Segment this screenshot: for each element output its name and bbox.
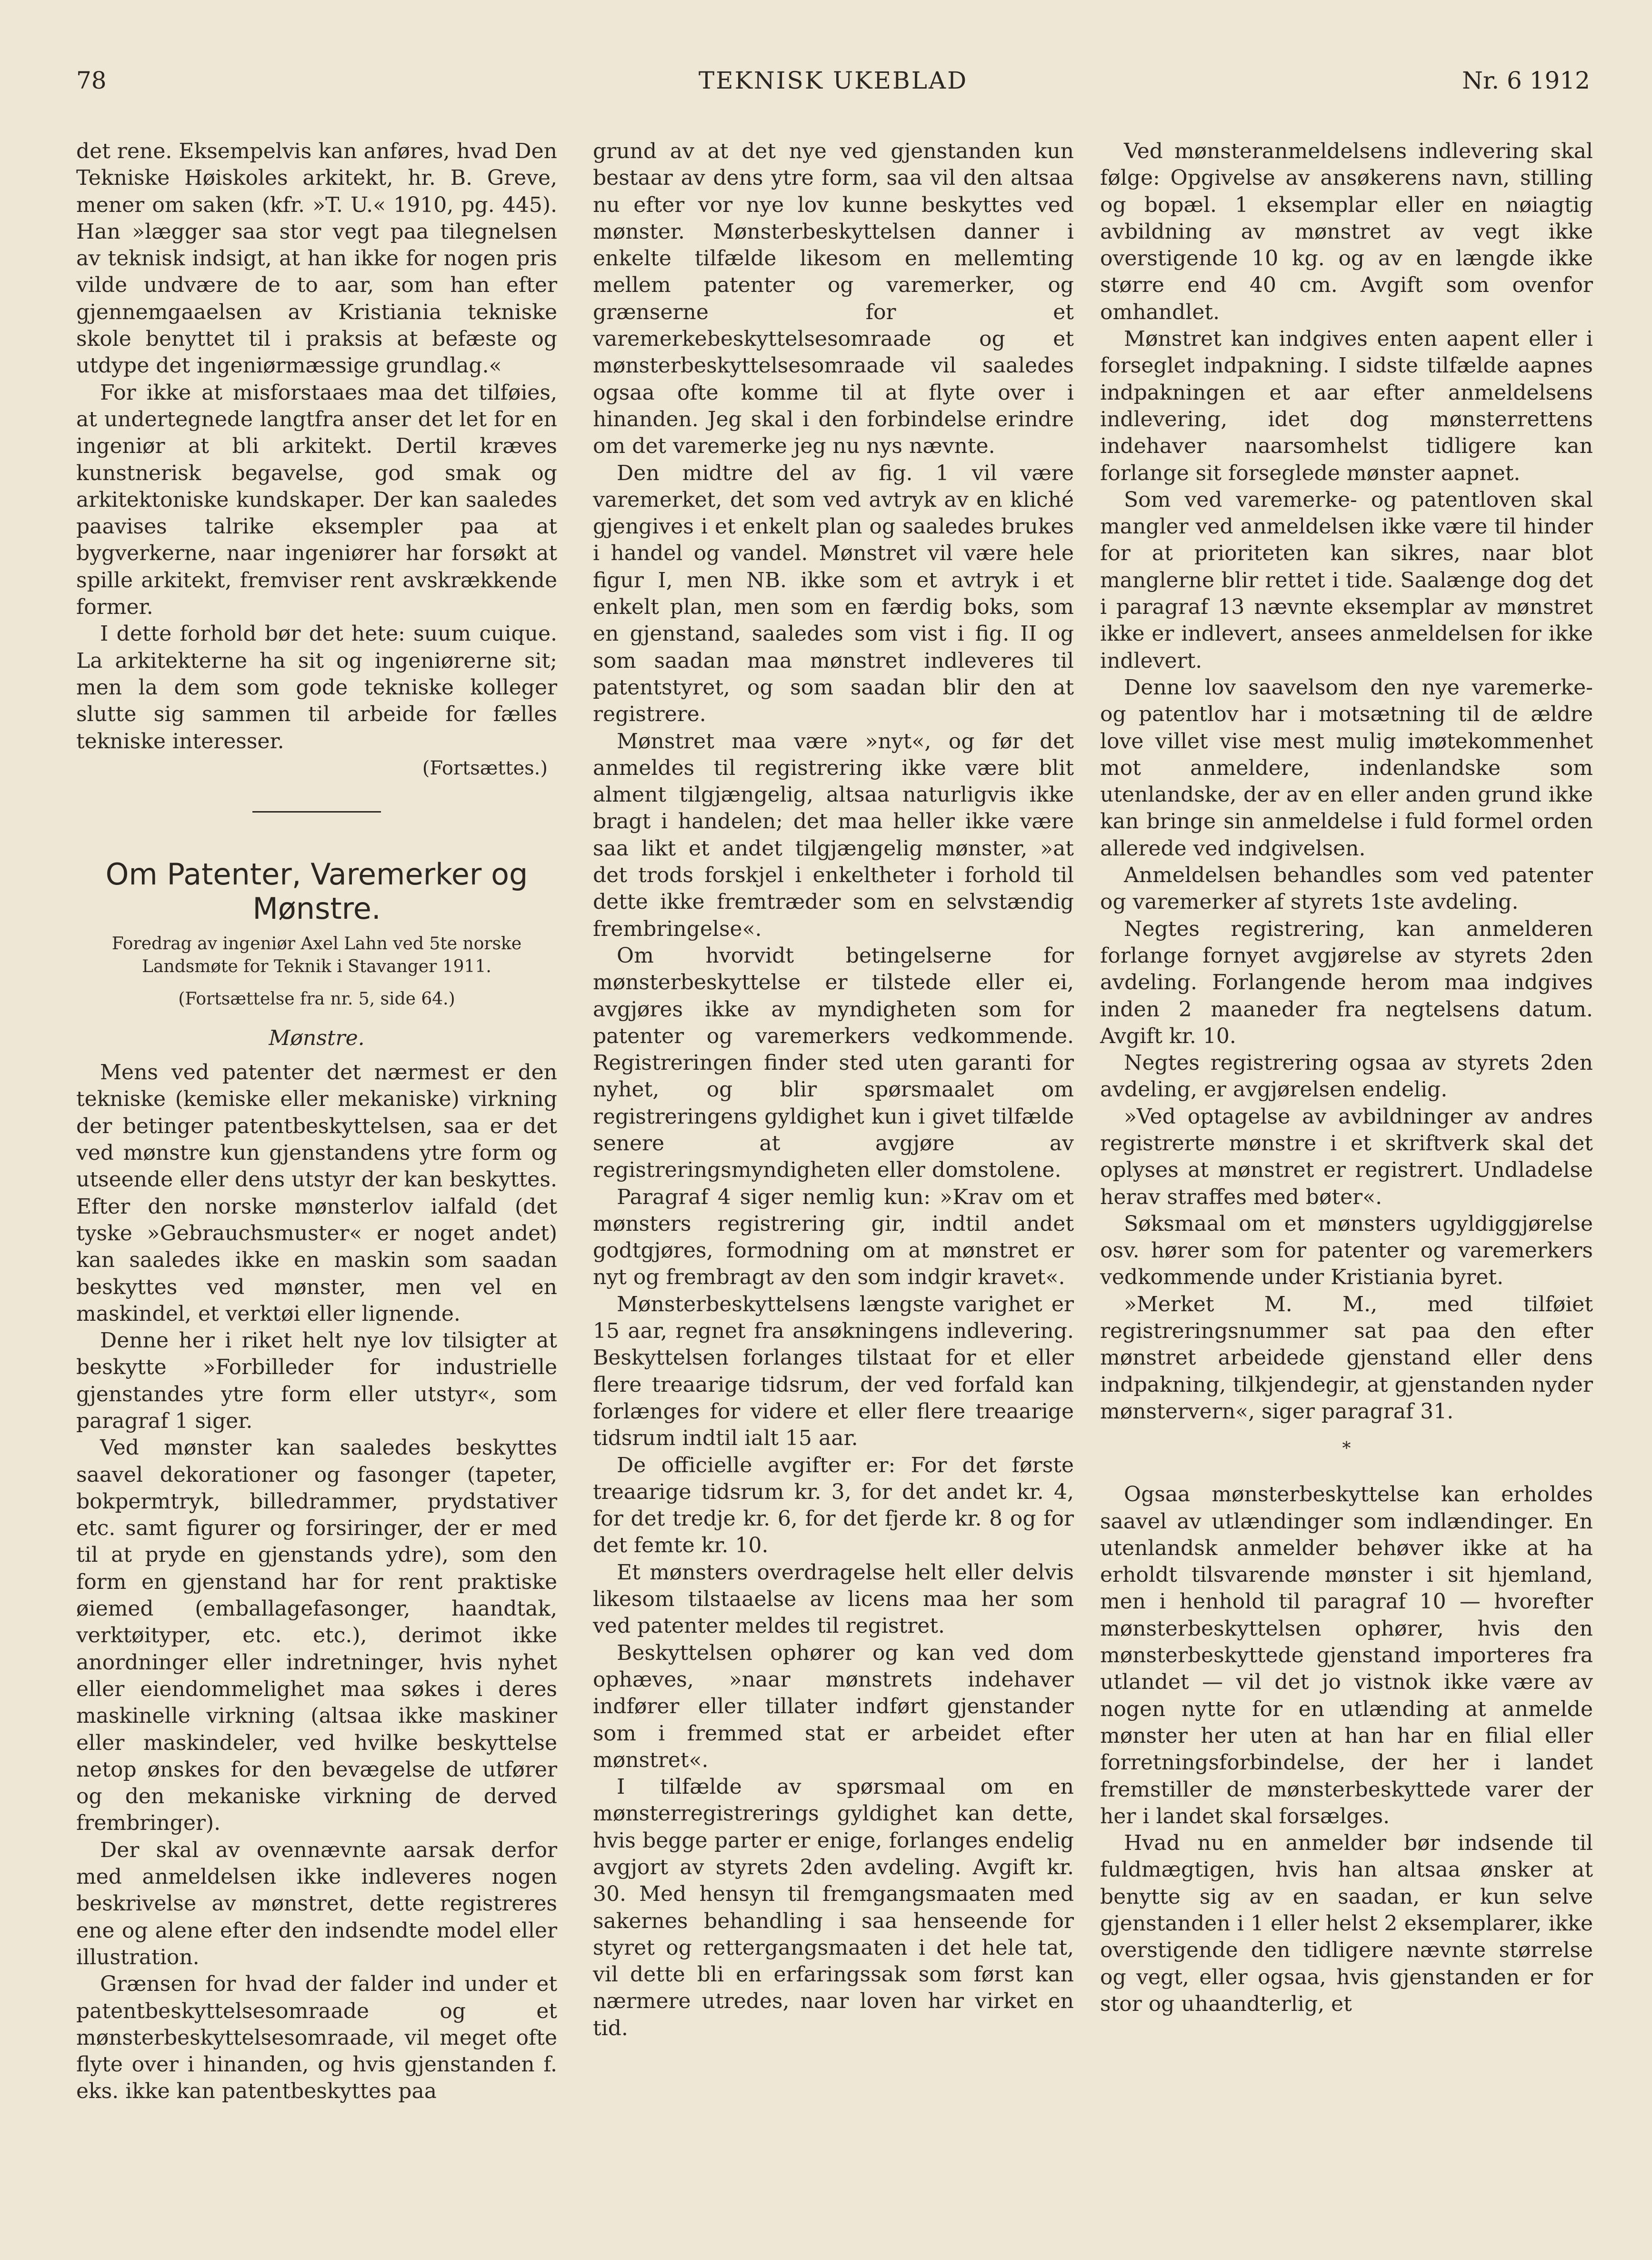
paragraph: Paragraf 4 siger nemlig kun: »Krav om et mønsters registrering gir, indtil andet godtgjøres, formodning om at mønstret er nyt og frembragt av den som indgir kravet«.	[593, 1185, 1074, 1290]
paragraph: Der skal av ovennævnte aarsak derfor med anmeldelsen ikke indleveres nogen beskrivelse av mønstret, dette registreres ene og alene efter den indsendte model eller illustration.	[76, 1838, 557, 1969]
paragraph: Negtes registrering, kan anmelderen forlange fornyet avgjørelse av styrets 2den avdeling. Forlangende herom maa indgives inden 2 maaneder fra negtelsens datum. Avgift kr. 10.	[1100, 916, 1593, 1048]
column-1	[76, 138, 557, 2105]
asterisk-divider: *	[1342, 1439, 1351, 1459]
paragraph: Ved mønsteranmeldelsens indlevering skal følge: Opgivelse av ansøkerens navn, stilling og bopæl. 1 eksemplar eller en nøiagtig avbildning av mønstret av vegt ikke overstigende 10 kg. og av en længde ikke større end 40 cm. Avgift som ovenfor omhandlet.	[1100, 139, 1593, 324]
paragraph: »Ved optagelse av avbildninger av andres registrerte mønstre i et skriftverk skal det oplyses at mønstret er registrert. Undladelse herav straffes med bøter«.	[1100, 1104, 1593, 1209]
continuation-note: (Fortsættelse fra nr. 5, side 64.)	[178, 989, 455, 1009]
paragraph: Denne her i riket helt nye lov tilsigter at beskytte »Forbilleder for industrielle gjenstandes ytre form eller utstyr«, som paragraf 1 siger.	[76, 1328, 557, 1433]
paragraph: »Merket M. M., med tilføiet registreringsnummer sat paa den efter mønstret arbeidede gjenstand eller dens indpakning, tilkjendegir, at gjenstanden nyder mønstervern«, siger paragraf 31.	[1100, 1292, 1593, 1424]
paragraph: Mens ved patenter det nærmest er den tekniske (kemiske eller mekaniske) virkning der betinger patentbeskyttelsen, saa er det ved mønstre kun gjenstandens ytre form og utseende eller dens utstyr der kan beskyttes. Efter den norske mønsterlov ialfald (det tyske »Gebrauchsmuster« er noget andet) kan saaledes ikke en maskin som saadan beskyttes ved mønster, men vel en maskindel, et verktøi eller lignende.	[76, 1060, 557, 1326]
issue-number: Nr. 6 1912	[1462, 67, 1590, 94]
page-number: 78	[76, 67, 107, 94]
article-title: Om Patenter, Varemerker og Mønstre.	[105, 857, 528, 926]
paragraph: I dette forhold bør det hete: suum cuique. La arkitekterne ha sit og ingeniørerne sit; men la dem som gode tekniske kolleger slutte sig sammen til arbeide for fælles tekniske interesser.	[76, 622, 557, 753]
paragraph: Ogsaa mønsterbeskyttelse kan erholdes saavel av utlændinger som indlændinger. En utenlandsk anmelder behøver ikke at ha erholdt tilsvarende mønster i sit hjemland, men i henhold til paragraf 10 — hvorefter mønsterbeskyttelsen ophører, hvis den mønsterbeskyttede gjenstand importeres fra utlandet — vil det jo vistnok ikke være av nogen nytte for en utlænding at anmelde mønster her uten at han har en filial eller forretningsforbindelse, der her i landet fremstiller de mønsterbeskyttede varer der her i landet skal forsælges.	[1100, 1482, 1593, 1828]
paragraph: Anmeldelsen behandles som ved patenter og varemerker af styrets 1ste avdeling.	[1100, 863, 1593, 914]
paragraph: Negtes registrering ogsaa av styrets 2den avdeling, er avgjørelsen endelig.	[1100, 1051, 1593, 1102]
article-subtitle: Foredrag av ingeniør Axel Lahn ved 5te norske Landsmøte for Teknik i Stavanger 1911.	[111, 934, 522, 977]
paragraph: grund av at det nye ved gjenstanden kun bestaar av dens ytre form, saa vil den altsaa nu efter vor nye lov kunne beskyttes ved mønster. Mønsterbeskyttelsen danner i enkelte tilfælde likesom en mellemting mellem patenter og varemerker, og grænserne for et varemerkebeskyttelsesomraade og et mønsterbeskyttelsesomraade vil saaledes ogsaa ofte komme til at flyte over i hinanden. Jeg skal i den forbindelse erindre om det varemerke jeg nu nys nævnte.	[593, 139, 1074, 459]
paragraph: Beskyttelsen ophører og kan ved dom ophæves, »naar mønstrets indehaver indfører eller tillater indført gjenstander som i fremmed stat er arbeidet efter mønstret«.	[593, 1640, 1074, 1772]
paragraph: Grænsen for hvad der falder ind under et patentbeskyttelsesomraade og et mønsterbeskyttelsesomraade, vil meget ofte flyte over i hinanden, og hvis gjenstanden f. eks. ikke kan patentbeskyttes paa	[76, 1972, 557, 2104]
paragraph: Hvad nu en anmelder bør indsende til fuldmægtigen, hvis han altsaa ønsker at benytte sig av en saadan, er kun selve gjenstanden i 1 eller helst 2 eksemplarer, ikke overstigende den tidligere nævnte størrelse og vegt, eller ogsaa, hvis gjenstanden er for stor og uhaandterlig, et	[1100, 1831, 1593, 2016]
journal-title: TEKNISK UKEBLAD	[698, 67, 968, 94]
section-divider	[252, 811, 381, 813]
paragraph: De officielle avgifter er: For det første treaarige tidsrum kr. 3, for det andet kr. 4, for det tredje kr. 6, for det fjerde kr. 8 og for det femte kr. 10.	[593, 1453, 1074, 1558]
page-header	[76, 67, 1590, 110]
paragraph: Som ved varemerke- og patentloven skal mangler ved anmeldelsen ikke være til hinder for at prioriteten kan sikres, naar blot manglerne blir rettet i tide. Saalænge dog det i paragraf 13 nævnte eksemplar av mønstret ikke er indlevert, ansees anmeldelsen for ikke indlevert.	[1100, 487, 1593, 673]
paragraph: Om hvorvidt betingelserne for mønsterbeskyttelse er tilstede eller ei, avgjøres ikke av myndigheten som for patenter og varemerkers vedkommende. Registreringen finder sted uten garanti for nyhet, og blir spørsmaalet om registreringens gyldighet kun i givet tilfælde senere at avgjøre av registreringsmyndigheten eller domstolene.	[593, 943, 1074, 1183]
paragraph: I tilfælde av spørsmaal om en mønsterregistrerings gyldighet kan dette, hvis begge parter er enige, forlanges endelig avgjort av styrets 2den avdeling. Avgift kr. 30. Med hensyn til fremgangsmaaten med sakernes behandling i saa henseende for styret og rettergangsmaaten i det hele tat, vil dette bli en erfaringssak som først kan nærmere utredes, naar loven har virket en tid.	[593, 1775, 1074, 2040]
paragraph: Den midtre del av fig. 1 vil være varemerket, det som ved avtryk av en kliché gjengives i et enkelt plan og saaledes brukes i handel og vandel. Mønstret vil være hele figur I, men NB. ikke som et avtryk i et enkelt plan, men som en færdig boks, som en gjenstand, saaledes som vist i fig. II og som saadan maa mønstret indleveres til patentstyret, og som saadan blir den at registrere.	[593, 461, 1074, 727]
continued-note: (Fortsættes.)	[422, 757, 548, 779]
paragraph: det rene. Eksempelvis kan anføres, hvad Den Tekniske Høiskoles arkitekt, hr. B. Greve, mener om saken (kfr. »T. U.« 1910, pg. 445). Han »lægger saa stor vegt paa tilegnelsen av teknisk indsigt, at han ikke for nogen pris vilde undvære de to aar, som han efter gjennemgaaelsen av Kristiania tekniske skole benyttet til i praksis at befæste og utdype det ingeniørmæssige grundlag.«	[76, 139, 557, 378]
paragraph: Mønsterbeskyttelsens længste varighet er 15 aar, regnet fra ansøkningens indlevering. Beskyttelsen forlanges tilstaat for et eller flere treaarige tidsrum, der ved forfald kan forlænges for videre et eller flere treaarige tidsrum indtil ialt 15 aar.	[593, 1292, 1074, 1451]
paragraph: Søksmaal om et mønsters ugyldiggjørelse osv. hører som for patenter og varemerkers vedkommende under Kristiania byret.	[1100, 1211, 1593, 1290]
paragraph: Mønstret maa være »nyt«, og før det anmeldes til registrering ikke være blit alment tilgjængelig, altsaa naturligvis ikke bragt i handelen; det maa heller ikke være saa likt et andet tilgjængelig mønster, »at det trods forskjel i enkeltheter i forhold til dette ikke fremtræder som en selvstændig frembringelse«.	[593, 729, 1074, 941]
paragraph: Mønstret kan indgives enten aapent eller i forseglet indpakning. I sidste tilfælde aapnes indpakningen et aar efter anmeldelsens indlevering, idet dog mønsterrettens indehaver naarsomhelst tidligere kan forlange sit forseglede mønster aapnet.	[1100, 327, 1593, 485]
column-2	[593, 138, 1074, 2042]
paragraph: For ikke at misforstaaes maa det tilføies, at undertegnede langtfra anser det let for en ingeniør at bli arkitekt. Dertil kræves kunstnerisk begavelse, god smak og arkitektoniske kundskaper. Der kan saaledes paavises talrike eksempler paa at bygverkerne, naar ingeniører har forsøkt at spille arkitekt, fremviser rent avskrækkende former.	[76, 380, 557, 620]
paragraph: Ved mønster kan saaledes beskyttes saavel dekorationer og fasonger (tapeter, bokpermtryk, billedrammer, prydstativer etc. samt figurer og forsiringer, der er med til at pryde en gjenstands ydre), som den form en gjenstand har for rent praktiske øiemed (emballagefasonger, haandtak, verktøityper, etc. etc.), derimot ikke anordninger eller indretninger, hvis nyhet eller eiendommelighet maa søkes i deres maskinelle virkning (altsaa ikke maskiner eller maskindeler, ved hvilke beskyttelse netop ønskes for den bevægelse de utfører og den mekaniske virkning de derved frembringer).	[76, 1436, 557, 1836]
paragraph: Denne lov saavelsom den nye varemerke- og patentlov har i motsætning til de ældre love villet vise mest mulig imøtekommenhet mot anmeldere, indenlandske som utenlandske, der av en eller anden grund ikke kan bringe sin anmeldelse i fuld formel orden allerede ved indgivelsen.	[1100, 675, 1593, 861]
section-title: Mønstre.	[269, 1026, 365, 1051]
column-3	[1100, 138, 1593, 2018]
paragraph: Et mønsters overdragelse helt eller delvis likesom tilstaaelse av licens maa her som ved patenter meldes til registret.	[593, 1560, 1074, 1638]
